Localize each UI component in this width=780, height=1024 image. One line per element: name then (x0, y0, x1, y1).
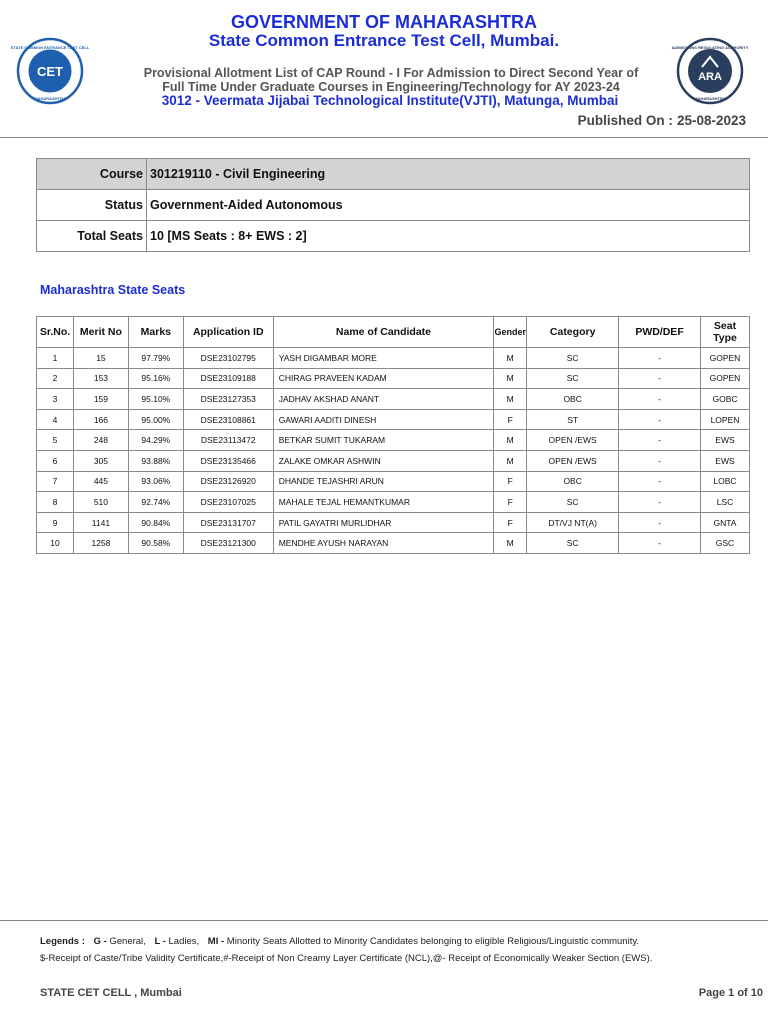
cell-application-id: DSE23113472 (183, 430, 273, 451)
header-srno: Sr.No. (37, 317, 74, 348)
allotment-table-body (37, 348, 750, 554)
cell-gender: M (494, 450, 527, 471)
header-candidate-name: Name of Candidate (273, 317, 494, 348)
ara-logo-text: ARA (698, 71, 722, 83)
cell-application-id: DSE23131707 (183, 512, 273, 533)
cell-category: SC (527, 348, 619, 369)
cell-merit-no: 153 (73, 368, 128, 389)
legend-mi-key: MI - (207, 936, 225, 947)
cell-candidate-name: MENDHE AYUSH NARAYAN (273, 533, 494, 554)
section-title: Maharashtra State Seats (40, 283, 186, 297)
footer-page-number: Page 1 of 10 (698, 987, 763, 999)
cell-marks: 90.58% (128, 533, 183, 554)
cell-application-id: DSE23135466 (183, 450, 273, 471)
table-row (37, 471, 750, 492)
cell-srno: 10 (37, 533, 74, 554)
cet-logo-bottom-text: MAHARASHTRA (34, 96, 66, 101)
allotment-table (36, 316, 750, 554)
table-row (37, 409, 750, 430)
cell-srno: 2 (37, 368, 74, 389)
table-row (37, 368, 750, 389)
cell-gender: M (494, 533, 527, 554)
status-row (37, 190, 750, 221)
cell-seat-type: GOBC (700, 389, 749, 410)
cell-merit-no: 248 (73, 430, 128, 451)
cell-merit-no: 510 (73, 492, 128, 513)
legend-l-value: Ladies, (168, 936, 200, 947)
table-row (37, 389, 750, 410)
cell-application-id: DSE23109188 (183, 368, 273, 389)
cell-srno: 4 (37, 409, 74, 430)
cell-seat-type: GOPEN (700, 368, 749, 389)
cell-srno: 6 (37, 450, 74, 471)
cell-gender: M (494, 368, 527, 389)
published-on (574, 113, 746, 128)
header-marks: Marks (128, 317, 183, 348)
cell-gender: F (494, 492, 527, 513)
header-seat-type: Seat Type (700, 317, 749, 348)
cet-logo-text: CET (37, 64, 63, 79)
cell-marks: 95.10% (128, 389, 183, 410)
cell-candidate-name: PATIL GAYATRI MURLIDHAR (273, 512, 494, 533)
cell-application-id: DSE23121300 (183, 533, 273, 554)
cell-seat-type: LOBC (700, 471, 749, 492)
cell-merit-no: 445 (73, 471, 128, 492)
cell-gender: F (494, 471, 527, 492)
cell-merit-no: 1258 (73, 533, 128, 554)
header-cet-cell: State Common Entrance Test Cell, Mumbai. (208, 31, 560, 50)
cell-category: SC (527, 492, 619, 513)
footer-left: STATE CET CELL , Mumbai (40, 987, 182, 999)
legend-label: Legends : (40, 936, 85, 947)
cell-gender: M (494, 348, 527, 369)
cell-seat-type: LOPEN (700, 409, 749, 430)
cell-application-id: DSE23107025 (183, 492, 273, 513)
cell-gender: M (494, 430, 527, 451)
cell-category: SC (527, 533, 619, 554)
total-seats-value: 10 [MS Seats : 8+ EWS : 2] (147, 221, 750, 252)
cell-marks: 92.74% (128, 492, 183, 513)
cell-candidate-name: MAHALE TEJAL HEMANTKUMAR (273, 492, 494, 513)
cell-merit-no: 159 (73, 389, 128, 410)
cell-pwd-def: - (619, 409, 701, 430)
status-value: Government-Aided Autonomous (147, 190, 750, 221)
cell-merit-no: 15 (73, 348, 128, 369)
table-row (37, 450, 750, 471)
table-row (37, 512, 750, 533)
table-row (37, 348, 750, 369)
header-institute: 3012 - Veermata Jijabai Technological Institute(VJTI), Matunga, Mumbai (161, 93, 619, 108)
cell-gender: M (494, 389, 527, 410)
cell-marks: 95.16% (128, 368, 183, 389)
cell-merit-no: 166 (73, 409, 128, 430)
cell-merit-no: 305 (73, 450, 128, 471)
table-header-row (37, 317, 750, 348)
legend-l-key: L - (154, 936, 166, 947)
cell-pwd-def: - (619, 471, 701, 492)
cell-marks: 93.88% (128, 450, 183, 471)
published-date: 25-08-2023 (676, 113, 746, 128)
cell-pwd-def: - (619, 492, 701, 513)
title-line-2: Full Time Under Graduate Courses in Engineering/Technology for AY 2023-24 (162, 80, 620, 94)
header-government: GOVERNMENT OF MAHARASHTRA (231, 12, 537, 32)
cell-seat-type: GNTA (700, 512, 749, 533)
cell-marks: 94.29% (128, 430, 183, 451)
table-row (37, 533, 750, 554)
cell-srno: 7 (37, 471, 74, 492)
cell-candidate-name: DHANDE TEJASHRI ARUN (273, 471, 494, 492)
legend-line-2: $-Receipt of Caste/Tribe Validity Certificate,#-Receipt of Non Creamy Layer Certificate (NCL),@- Receipt of Economically Weaker Section (EWS). (40, 953, 653, 964)
cell-srno: 5 (37, 430, 74, 451)
cell-pwd-def: - (619, 389, 701, 410)
cell-category: SC (527, 368, 619, 389)
header-gender: Gender (494, 317, 527, 348)
cell-category: ST (527, 409, 619, 430)
cell-seat-type: EWS (700, 450, 749, 471)
legend-g-key: G - (93, 936, 107, 947)
cell-pwd-def: - (619, 450, 701, 471)
cell-pwd-def: - (619, 512, 701, 533)
cet-logo-ring-text: STATE COMMON ENTRANCE TEST CELL (10, 45, 90, 50)
cell-pwd-def: - (619, 348, 701, 369)
cell-seat-type: LSC (700, 492, 749, 513)
cell-category: DT/VJ NT(A) (527, 512, 619, 533)
cell-gender: F (494, 409, 527, 430)
status-label: Status (37, 190, 147, 221)
published-label: Published On : (577, 113, 673, 128)
course-label: Course (37, 159, 147, 190)
table-row (37, 430, 750, 451)
cell-candidate-name: ZALAKE OMKAR ASHWIN (273, 450, 494, 471)
cell-category: OPEN /EWS (527, 450, 619, 471)
cell-srno: 9 (37, 512, 74, 533)
legend-line-1 (40, 936, 639, 947)
cell-application-id: DSE23126920 (183, 471, 273, 492)
cell-candidate-name: CHIRAG PRAVEEN KADAM (273, 368, 494, 389)
header-category: Category (527, 317, 619, 348)
cell-application-id: DSE23108861 (183, 409, 273, 430)
cell-pwd-def: - (619, 533, 701, 554)
cell-pwd-def: - (619, 430, 701, 451)
table-row (37, 492, 750, 513)
cell-category: OBC (527, 471, 619, 492)
cell-candidate-name: JADHAV AKSHAD ANANT (273, 389, 494, 410)
header-document-title (100, 66, 682, 94)
header-divider (0, 137, 768, 138)
cell-seat-type: EWS (700, 430, 749, 451)
course-row (37, 159, 750, 190)
footer-divider (0, 920, 768, 921)
header-application-id: Application ID (183, 317, 273, 348)
legend-g-value: General, (109, 936, 146, 947)
cell-application-id: DSE23127353 (183, 389, 273, 410)
cell-marks: 90.84% (128, 512, 183, 533)
cell-seat-type: GOPEN (700, 348, 749, 369)
cell-merit-no: 1141 (73, 512, 128, 533)
total-seats-row (37, 221, 750, 252)
cell-pwd-def: - (619, 368, 701, 389)
cell-candidate-name: BETKAR SUMIT TUKARAM (273, 430, 494, 451)
cell-marks: 97.79% (128, 348, 183, 369)
cell-srno: 1 (37, 348, 74, 369)
header-pwd-def: PWD/DEF (619, 317, 701, 348)
ara-logo-bottom-text: MAHARASHTRA (694, 96, 726, 101)
total-seats-label: Total Seats (37, 221, 147, 252)
title-line-1: Provisional Allotment List of CAP Round - I For Admission to Direct Second Year of (143, 66, 639, 80)
header-merit-no: Merit No (73, 317, 128, 348)
legend-mi-value: Minority Seats Allotted to Minority Candidates belonging to eligible Religious/Linguistic community. (226, 936, 640, 947)
cell-marks: 95.00% (128, 409, 183, 430)
cell-category: OBC (527, 389, 619, 410)
cell-srno: 3 (37, 389, 74, 410)
cell-candidate-name: GAWARI AADITI DINESH (273, 409, 494, 430)
cell-application-id: DSE23102795 (183, 348, 273, 369)
course-info-table (36, 158, 750, 252)
course-value: 301219110 - Civil Engineering (147, 159, 750, 190)
cell-marks: 93.06% (128, 471, 183, 492)
cell-candidate-name: YASH DIGAMBAR MORE (273, 348, 494, 369)
cell-category: OPEN /EWS (527, 430, 619, 451)
ara-logo-ring-text: ADMISSIONS REGULATING AUTHORITY (671, 45, 749, 50)
cell-srno: 8 (37, 492, 74, 513)
cell-seat-type: GSC (700, 533, 749, 554)
cell-gender: F (494, 512, 527, 533)
